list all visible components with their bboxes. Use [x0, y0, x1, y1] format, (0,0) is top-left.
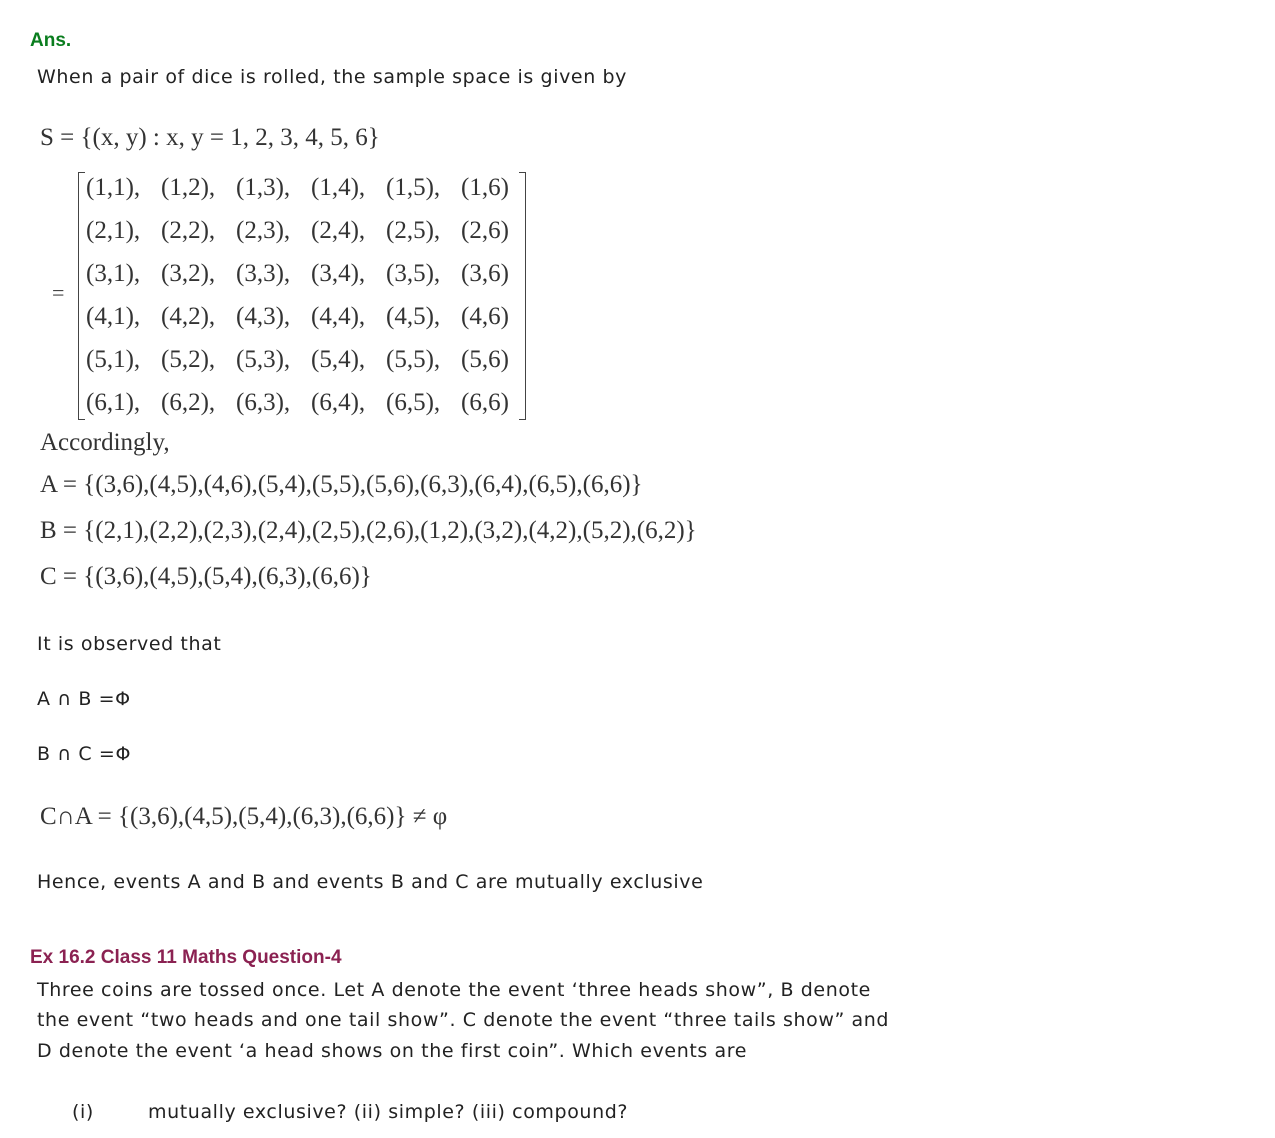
- matrix-cell: (1,4),: [311, 174, 366, 201]
- matrix-cell: (4,3),: [236, 303, 291, 330]
- matrix-cell: (3,6): [461, 260, 509, 287]
- matrix-cell: (6,2),: [161, 389, 216, 416]
- matrix-cell: (1,1),: [86, 174, 141, 201]
- matrix-cell: (6,4),: [311, 389, 366, 416]
- matrix-row: [86, 346, 536, 374]
- matrix-cell: (3,4),: [311, 260, 366, 287]
- question-heading: Ex 16.2 Class 11 Maths Question-4: [30, 947, 342, 968]
- matrix-cell: (6,5),: [386, 389, 441, 416]
- matrix-cell: (1,3),: [236, 174, 291, 201]
- matrix-cell: (1,6): [461, 174, 509, 201]
- a-intersect-b: A ∩ B =Φ: [37, 688, 131, 710]
- matrix-cell: (5,6): [461, 346, 509, 373]
- matrix-cell: (3,5),: [386, 260, 441, 287]
- matrix-cell: (3,3),: [236, 260, 291, 287]
- question-line-2: the event “two heads and one tail show”. C denote the event “three tails show” and: [37, 1009, 890, 1031]
- matrix-cell: (4,1),: [86, 303, 141, 330]
- sample-space-matrix: [78, 172, 526, 420]
- matrix-cell: (5,1),: [86, 346, 141, 373]
- matrix-cell: (3,2),: [161, 260, 216, 287]
- matrix-cell: (5,3),: [236, 346, 291, 373]
- matrix-row: [86, 260, 536, 288]
- matrix-cell: (6,1),: [86, 389, 141, 416]
- matrix-cell: (2,2),: [161, 217, 216, 244]
- matrix-cell: (2,1),: [86, 217, 141, 244]
- b-intersect-c: B ∩ C =Φ: [37, 743, 132, 765]
- matrix-cell: (5,5),: [386, 346, 441, 373]
- question-line-3: D denote the event ‘a head shows on the first coin”. Which events are: [37, 1040, 748, 1062]
- matrix-row: [86, 217, 536, 245]
- matrix-cell: (4,2),: [161, 303, 216, 330]
- sample-space-definition: S = {(x, y) : x, y = 1, 2, 3, 4, 5, 6}: [40, 124, 380, 151]
- observed-text: It is observed that: [37, 633, 222, 655]
- matrix-cell: (4,5),: [386, 303, 441, 330]
- matrix-cell: (1,5),: [386, 174, 441, 201]
- matrix-cell: (6,6): [461, 389, 509, 416]
- matrix-cell: (6,3),: [236, 389, 291, 416]
- matrix-right-bracket: [519, 172, 526, 420]
- matrix-row: [86, 174, 536, 202]
- set-c: C = {(3,6),(4,5),(5,4),(6,3),(6,6)}: [40, 563, 372, 590]
- matrix-row: [86, 389, 536, 417]
- matrix-cell: (4,4),: [311, 303, 366, 330]
- matrix-cell: (2,3),: [236, 217, 291, 244]
- matrix-cell: (2,5),: [386, 217, 441, 244]
- c-intersect-a: C∩A = {(3,6),(4,5),(5,4),(6,3),(6,6)} ≠ φ: [40, 803, 448, 830]
- subquestion-text: mutually exclusive? (ii) simple? (iii) compound?: [148, 1101, 629, 1123]
- matrix-cell: (5,2),: [161, 346, 216, 373]
- matrix-cell: (5,4),: [311, 346, 366, 373]
- intro-text: When a pair of dice is rolled, the sample space is given by: [37, 66, 627, 88]
- matrix-left-bracket: [78, 172, 85, 420]
- matrix-row: [86, 303, 536, 331]
- set-a: A = {(3,6),(4,5),(4,6),(5,4),(5,5),(5,6),(6,3),(6,4),(6,5),(6,6)}: [40, 471, 643, 498]
- matrix-cell: (4,6): [461, 303, 509, 330]
- conclusion-text: Hence, events A and B and events B and C are mutually exclusive: [37, 871, 704, 893]
- equals-sign: =: [52, 280, 65, 305]
- question-line-1: Three coins are tossed once. Let A denote the event ‘three heads show”, B denote: [37, 979, 871, 1001]
- subquestion-number: (i): [72, 1101, 94, 1123]
- matrix-cell: (3,1),: [86, 260, 141, 287]
- answer-label: Ans.: [30, 30, 72, 51]
- set-b: B = {(2,1),(2,2),(2,3),(2,4),(2,5),(2,6),(1,2),(3,2),(4,2),(5,2),(6,2)}: [40, 517, 697, 544]
- matrix-cell: (1,2),: [161, 174, 216, 201]
- matrix-cell: (2,4),: [311, 217, 366, 244]
- accordingly-text: Accordingly,: [40, 429, 170, 456]
- matrix-cell: (2,6): [461, 217, 509, 244]
